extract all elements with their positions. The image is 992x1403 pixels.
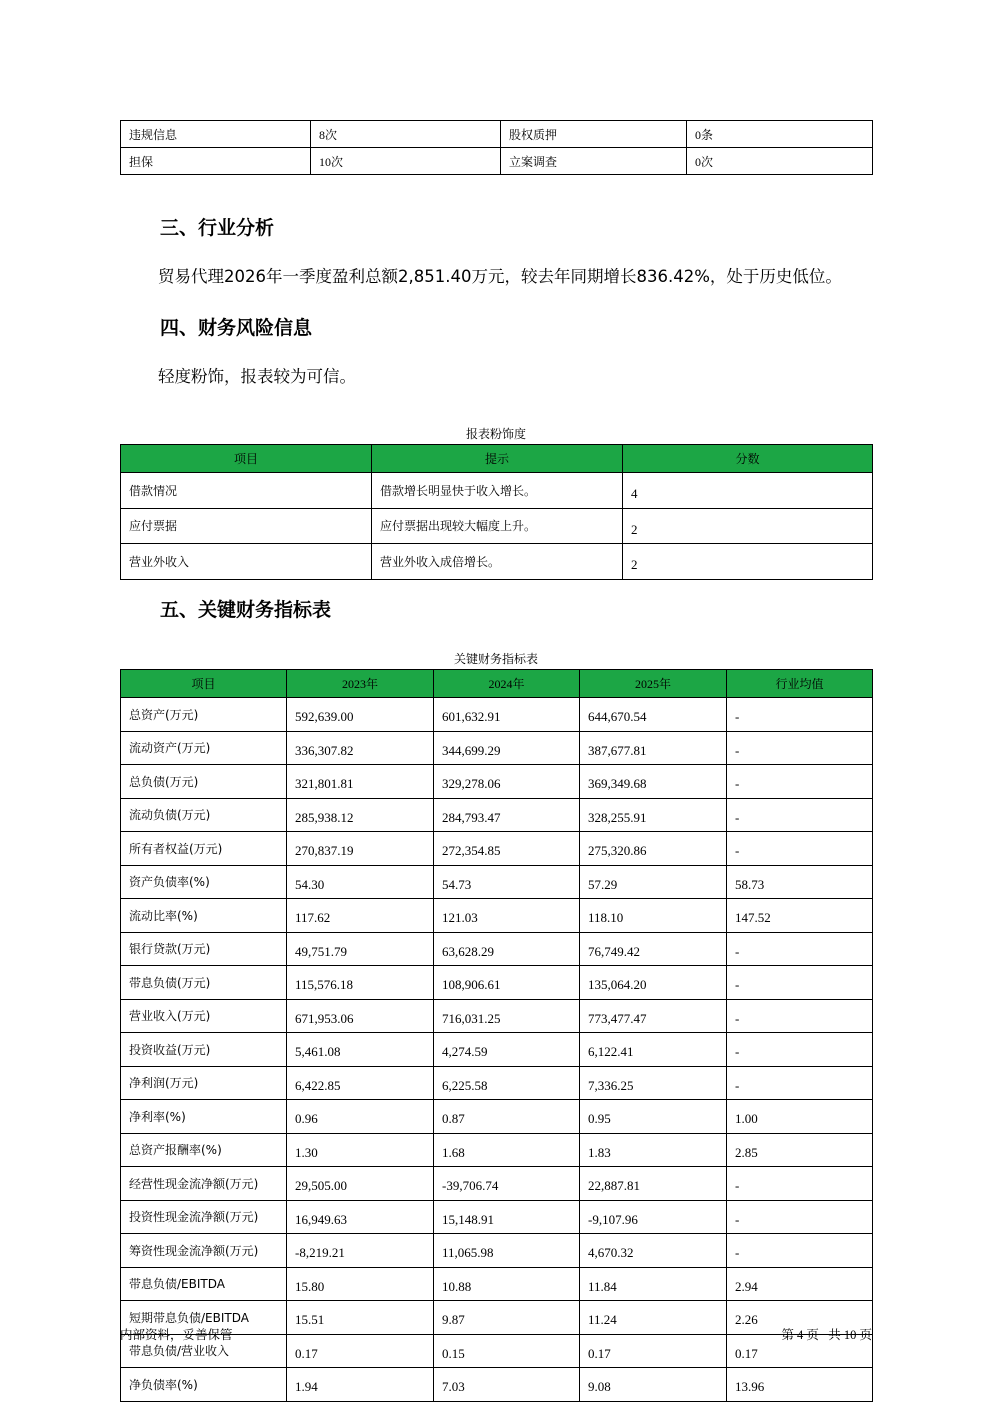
indicator-name-cell: 带息负债/EBITDA	[121, 1267, 287, 1301]
indicator-name-cell: 经营性现金流净额(万元)	[121, 1167, 287, 1201]
table-header-row	[121, 445, 873, 473]
indicator-value-cell: 285,938.12	[287, 798, 434, 832]
indicator-name-cell: 所有者权益(万元)	[121, 832, 287, 866]
indicator-value-cell: 11,065.98	[434, 1234, 580, 1268]
hint-cell: 营业外收入成倍增长。	[372, 544, 623, 580]
indicator-name-cell: 净利率(%)	[121, 1100, 287, 1134]
industry-analysis-text: 贸易代理2026年一季度盈利总额2,851.40万元，较去年同期增长836.42%，处于历史低位。	[158, 267, 842, 286]
indicator-value-cell: 29,505.00	[287, 1167, 434, 1201]
indicator-name-cell: 总资产(万元)	[121, 698, 287, 732]
indicator-value-cell: 344,699.29	[434, 731, 580, 765]
indicator-value-cell: 115,576.18	[287, 966, 434, 1000]
item-cell: 借款情况	[121, 473, 372, 509]
indicator-value-cell: -	[727, 731, 873, 765]
risk-value-cell: 0条	[687, 121, 873, 148]
indicator-value-cell: -	[727, 698, 873, 732]
indicator-value-cell: 7,336.25	[580, 1066, 727, 1100]
indicator-value-cell: -	[727, 1200, 873, 1234]
indicator-value-cell: 57.29	[580, 865, 727, 899]
indicator-value-cell: 9.08	[580, 1368, 727, 1402]
risk-value-cell: 8次	[311, 121, 501, 148]
table-row	[121, 698, 873, 732]
table-row	[121, 1234, 873, 1268]
indicator-value-cell: 11.24	[580, 1301, 727, 1335]
table-row	[121, 1200, 873, 1234]
table-row	[121, 966, 873, 1000]
indicator-value-cell: 328,255.91	[580, 798, 727, 832]
indicator-name-cell: 投资收益(万元)	[121, 1033, 287, 1067]
risk-label-cell: 违规信息	[121, 121, 311, 148]
section-heading-kpi: 五、关键财务指标表	[160, 599, 332, 621]
indicator-value-cell: 716,031.25	[434, 999, 580, 1033]
indicator-name-cell: 筹资性现金流净额(万元)	[121, 1234, 287, 1268]
indicator-value-cell: 6,225.58	[434, 1066, 580, 1100]
footer-confidential-note: 内部资料，妥善保管	[120, 1327, 233, 1342]
indicator-value-cell: 0.95	[580, 1100, 727, 1134]
indicator-value-cell: 58.73	[727, 865, 873, 899]
indicator-value-cell: 0.17	[727, 1334, 873, 1368]
table-row	[121, 899, 873, 933]
table-row	[121, 508, 873, 544]
indicator-name-cell: 资产负债率(%)	[121, 865, 287, 899]
indicator-value-cell: 270,837.19	[287, 832, 434, 866]
hint-cell: 应付票据出现较大幅度上升。	[372, 508, 623, 544]
indicator-name-cell: 流动资产(万元)	[121, 731, 287, 765]
indicator-name-cell: 流动比率(%)	[121, 899, 287, 933]
table-row	[121, 798, 873, 832]
indicator-value-cell: 336,307.82	[287, 731, 434, 765]
indicator-value-cell: -	[727, 999, 873, 1033]
table-row	[121, 1133, 873, 1167]
table-row	[121, 473, 873, 509]
indicator-value-cell: -	[727, 1167, 873, 1201]
indicator-value-cell: -	[727, 1234, 873, 1268]
indicator-value-cell: -	[727, 1033, 873, 1067]
indicator-value-cell: 15,148.91	[434, 1200, 580, 1234]
indicator-value-cell: 121.03	[434, 899, 580, 933]
indicator-value-cell: 49,751.79	[287, 932, 434, 966]
indicator-value-cell: 1.30	[287, 1133, 434, 1167]
table-row	[121, 1066, 873, 1100]
indicator-value-cell: 0.87	[434, 1100, 580, 1134]
table-row	[121, 1033, 873, 1067]
indicator-value-cell: 15.80	[287, 1267, 434, 1301]
table-row	[121, 1334, 873, 1368]
indicator-name-cell: 流动负债(万元)	[121, 798, 287, 832]
risk-value-cell: 0次	[687, 148, 873, 175]
indicator-value-cell: 671,953.06	[287, 999, 434, 1033]
table-row	[121, 1301, 873, 1335]
indicator-value-cell: 0.15	[434, 1334, 580, 1368]
indicator-value-cell: 15.51	[287, 1301, 434, 1335]
indicator-value-cell: -	[727, 966, 873, 1000]
report-dressing-table	[120, 444, 873, 580]
indicator-name-cell: 投资性现金流净额(万元)	[121, 1200, 287, 1234]
indicator-value-cell: 22,887.81	[580, 1167, 727, 1201]
financial-risk-text: 轻度粉饰，报表较为可信。	[158, 367, 356, 386]
indicator-name-cell: 银行贷款(万元)	[121, 932, 287, 966]
kpi-table-caption: 关键财务指标表	[453, 652, 538, 666]
indicator-value-cell: 272,354.85	[434, 832, 580, 866]
column-header: 分数	[623, 445, 873, 473]
indicator-name-cell: 净负债率(%)	[121, 1368, 287, 1402]
indicator-value-cell: 4,670.32	[580, 1234, 727, 1268]
table-row	[121, 1167, 873, 1201]
key-financial-indicators-table	[120, 669, 873, 1402]
table-row	[121, 999, 873, 1033]
indicator-value-cell: 601,632.91	[434, 698, 580, 732]
indicator-value-cell: 275,320.86	[580, 832, 727, 866]
indicator-value-cell: 0.17	[287, 1334, 434, 1368]
score-cell: 2	[623, 544, 873, 580]
score-cell: 4	[623, 473, 873, 509]
indicator-value-cell: 2.26	[727, 1301, 873, 1335]
indicator-value-cell: 63,628.29	[434, 932, 580, 966]
indicator-value-cell: 1.00	[727, 1100, 873, 1134]
indicator-name-cell: 带息负债(万元)	[121, 966, 287, 1000]
indicator-value-cell: 644,670.54	[580, 698, 727, 732]
indicator-value-cell: -	[727, 1066, 873, 1100]
footer-page-number: 第 4 页 共 10 页	[781, 1328, 872, 1342]
indicator-name-cell: 总资产报酬率(%)	[121, 1133, 287, 1167]
hint-cell: 借款增长明显快于收入增长。	[372, 473, 623, 509]
indicator-name-cell: 带息负债/营业收入	[121, 1334, 287, 1368]
indicator-value-cell: 16,949.63	[287, 1200, 434, 1234]
indicator-value-cell: -39,706.74	[434, 1167, 580, 1201]
indicator-value-cell: 76,749.42	[580, 932, 727, 966]
table-row	[121, 932, 873, 966]
risk-value-cell: 10次	[311, 148, 501, 175]
column-header: 项目	[121, 445, 372, 473]
indicator-value-cell: 1.94	[287, 1368, 434, 1402]
score-cell: 2	[623, 508, 873, 544]
indicator-value-cell: -8,219.21	[287, 1234, 434, 1268]
indicator-value-cell: 54.73	[434, 865, 580, 899]
indicator-value-cell: 1.83	[580, 1133, 727, 1167]
table-row	[121, 148, 873, 175]
indicator-value-cell: 13.96	[727, 1368, 873, 1402]
indicator-value-cell: 11.84	[580, 1267, 727, 1301]
indicator-value-cell: 10.88	[434, 1267, 580, 1301]
table-row	[121, 544, 873, 580]
indicator-value-cell: 9.87	[434, 1301, 580, 1335]
table-row	[121, 865, 873, 899]
indicator-name-cell: 净利润(万元)	[121, 1066, 287, 1100]
indicator-name-cell: 总负债(万元)	[121, 765, 287, 799]
indicator-value-cell: 7.03	[434, 1368, 580, 1402]
table-row	[121, 1100, 873, 1134]
indicator-value-cell: 1.68	[434, 1133, 580, 1167]
indicator-value-cell: 108,906.61	[434, 966, 580, 1000]
section-heading-financial-risk: 四、财务风险信息	[160, 317, 313, 339]
indicator-value-cell: 54.30	[287, 865, 434, 899]
indicator-value-cell: 387,677.81	[580, 731, 727, 765]
column-header: 2025年	[580, 670, 727, 698]
indicator-value-cell: 4,274.59	[434, 1033, 580, 1067]
indicator-value-cell: 5,461.08	[287, 1033, 434, 1067]
item-cell: 应付票据	[121, 508, 372, 544]
indicator-value-cell: 2.85	[727, 1133, 873, 1167]
column-header: 2024年	[434, 670, 580, 698]
indicator-value-cell: 329,278.06	[434, 765, 580, 799]
indicator-name-cell: 营业收入(万元)	[121, 999, 287, 1033]
indicator-name-cell: 短期带息负债/EBITDA	[121, 1301, 287, 1335]
indicator-value-cell: 6,122.41	[580, 1033, 727, 1067]
indicator-value-cell: 135,064.20	[580, 966, 727, 1000]
column-header: 项目	[121, 670, 287, 698]
table-header-row	[121, 670, 873, 698]
risk-info-table	[120, 120, 873, 175]
table-row	[121, 731, 873, 765]
indicator-value-cell: 6,422.85	[287, 1066, 434, 1100]
indicator-value-cell: -	[727, 765, 873, 799]
table-row	[121, 1267, 873, 1301]
indicator-value-cell: 321,801.81	[287, 765, 434, 799]
risk-label-cell: 担保	[121, 148, 311, 175]
indicator-value-cell: 2.94	[727, 1267, 873, 1301]
indicator-value-cell: 0.96	[287, 1100, 434, 1134]
indicator-value-cell: -	[727, 932, 873, 966]
indicator-value-cell: 0.17	[580, 1334, 727, 1368]
table-row	[121, 832, 873, 866]
indicator-value-cell: -	[727, 798, 873, 832]
indicator-value-cell: 118.10	[580, 899, 727, 933]
indicator-value-cell: 592,639.00	[287, 698, 434, 732]
table-row	[121, 765, 873, 799]
item-cell: 营业外收入	[121, 544, 372, 580]
risk-label-cell: 股权质押	[501, 121, 687, 148]
dress-table-caption: 报表粉饰度	[465, 427, 526, 441]
section-heading-industry-analysis: 三、行业分析	[160, 217, 275, 239]
indicator-value-cell: 284,793.47	[434, 798, 580, 832]
indicator-value-cell: 117.62	[287, 899, 434, 933]
indicator-value-cell: 369,349.68	[580, 765, 727, 799]
risk-label-cell: 立案调查	[501, 148, 687, 175]
indicator-value-cell: 147.52	[727, 899, 873, 933]
indicator-value-cell: -	[727, 832, 873, 866]
indicator-value-cell: 773,477.47	[580, 999, 727, 1033]
column-header: 提示	[372, 445, 623, 473]
table-row	[121, 121, 873, 148]
indicator-value-cell: -9,107.96	[580, 1200, 727, 1234]
column-header: 行业均值	[727, 670, 873, 698]
table-row	[121, 1368, 873, 1402]
column-header: 2023年	[287, 670, 434, 698]
